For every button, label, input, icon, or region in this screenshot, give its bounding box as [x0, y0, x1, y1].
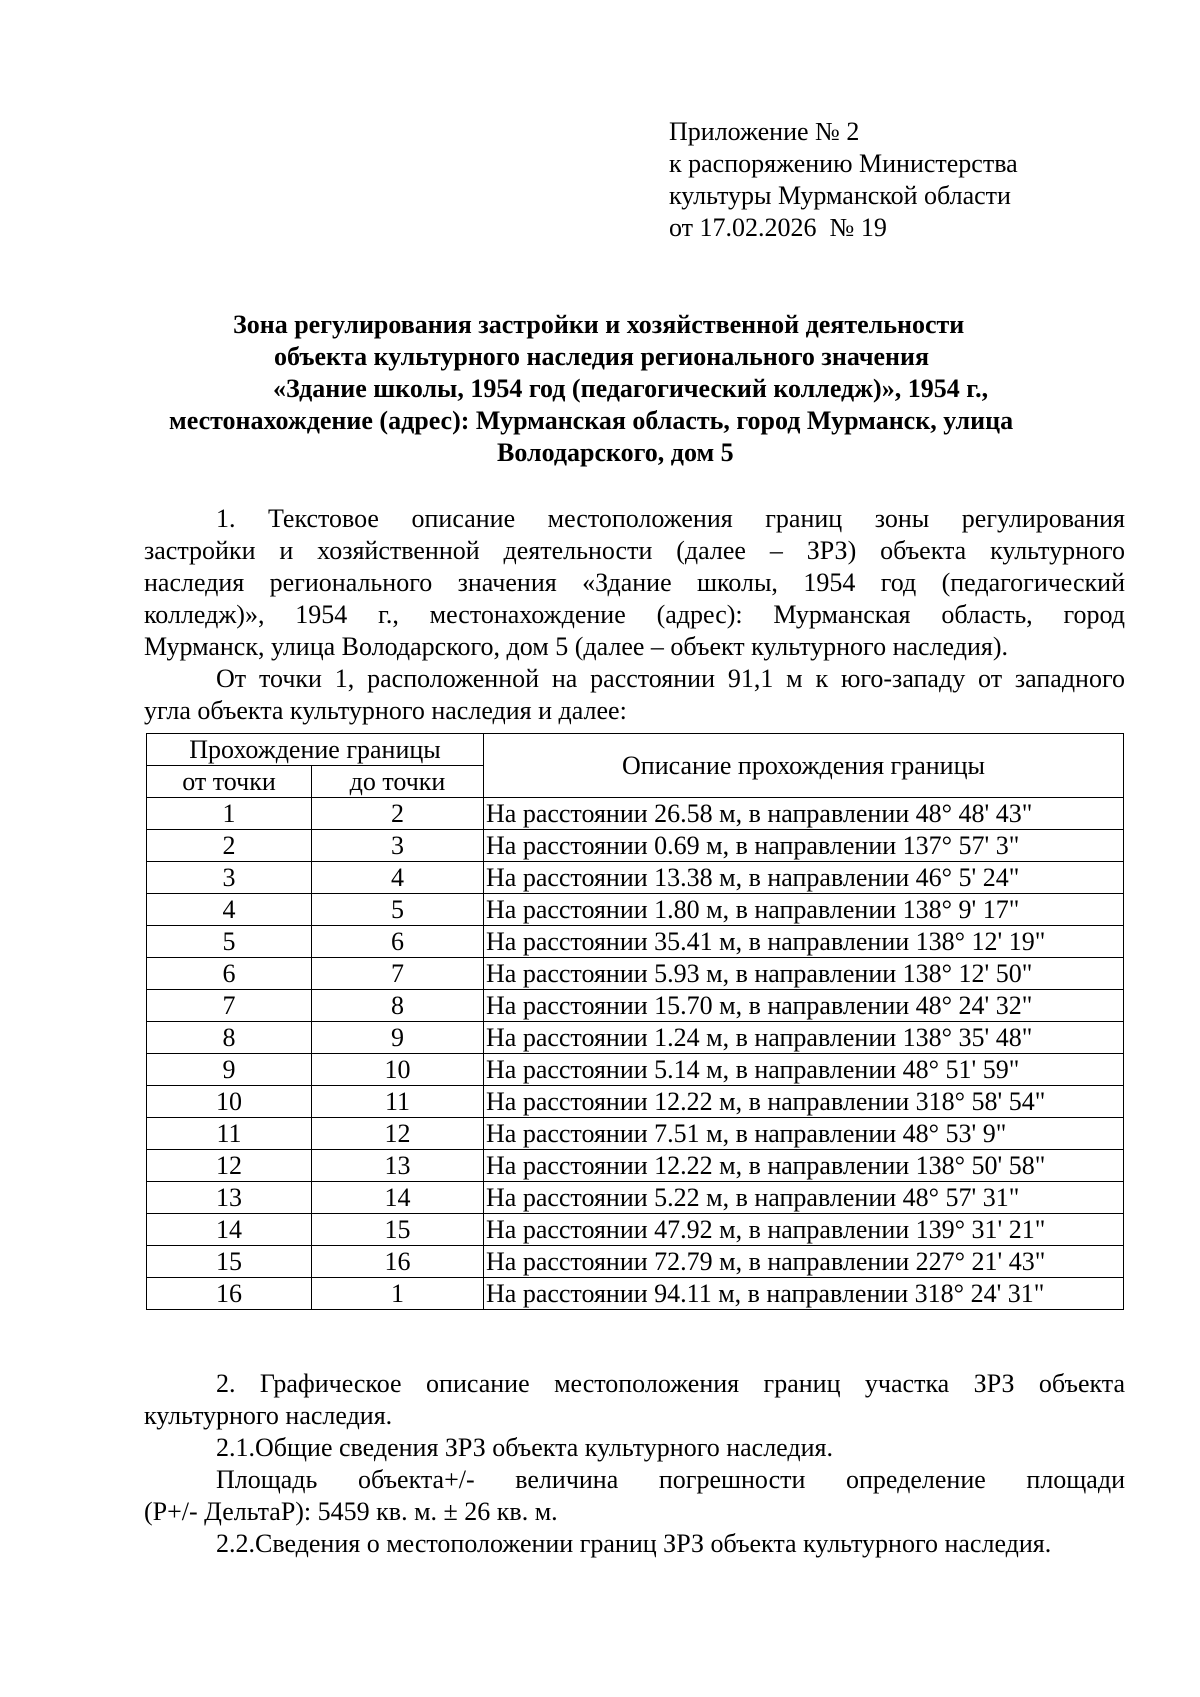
cell-to: 9 [312, 1022, 484, 1054]
appendix-reference [669, 116, 1018, 244]
table-row [147, 926, 1124, 958]
table-row [147, 798, 1124, 830]
paragraph-line: 2.2.Сведения о местоположении границ ЗРЗ объекта культурного наследия. [216, 1529, 1052, 1558]
table-row [147, 1054, 1124, 1086]
title-line: Володарского, дом 5 [497, 438, 734, 467]
cell-description: На расстоянии 7.51 м, в направлении 48° 53' 9" [484, 1118, 1124, 1150]
paragraph-line: (Р+/- ДельтаР): 5459 кв. м. ± 26 кв. м. [144, 1497, 558, 1526]
cell-description: На расстоянии 12.22 м, в направлении 318° 58' 54" [484, 1086, 1124, 1118]
title-line: объекта культурного наследия регионального значения [274, 342, 930, 371]
header-boundary-passage: Прохождение границы [147, 734, 484, 766]
table-row [147, 990, 1124, 1022]
cell-from: 6 [147, 958, 312, 990]
table-row [147, 1022, 1124, 1054]
cell-to: 5 [312, 894, 484, 926]
table-row [147, 1278, 1124, 1310]
cell-description: На расстоянии 5.14 м, в направлении 48° 51' 59" [484, 1054, 1124, 1086]
cell-to: 6 [312, 926, 484, 958]
table-row [147, 958, 1124, 990]
paragraph-line: застройки и хозяйственной деятельности (далее – ЗРЗ) объекта культурного [144, 536, 1125, 565]
cell-to: 4 [312, 862, 484, 894]
paragraph-line: наследия регионального значения «Здание школы, 1954 год (педагогический [144, 568, 1125, 597]
cell-to: 10 [312, 1054, 484, 1086]
cell-from: 4 [147, 894, 312, 926]
cell-description: На расстоянии 47.92 м, в направлении 139° 31' 21" [484, 1214, 1124, 1246]
cell-from: 11 [147, 1118, 312, 1150]
cell-description: На расстоянии 0.69 м, в направлении 137° 57' 3" [484, 830, 1124, 862]
cell-to: 12 [312, 1118, 484, 1150]
cell-from: 5 [147, 926, 312, 958]
table-row [147, 862, 1124, 894]
cell-description: На расстоянии 72.79 м, в направлении 227° 21' 43" [484, 1246, 1124, 1278]
cell-to: 2 [312, 798, 484, 830]
section-1-text [144, 503, 1125, 727]
paragraph-line: Площадь объекта+/- величина погрешности определение площади [216, 1465, 1125, 1494]
paragraph-line: 2.1.Общие сведения ЗРЗ объекта культурного наследия. [216, 1433, 833, 1462]
cell-description: На расстоянии 26.58 м, в направлении 48° 48' 43" [484, 798, 1124, 830]
cell-description: На расстоянии 15.70 м, в направлении 48° 24' 32" [484, 990, 1124, 1022]
cell-from: 13 [147, 1182, 312, 1214]
header-description: Описание прохождения границы [484, 734, 1124, 798]
cell-description: На расстоянии 94.11 м, в направлении 318° 24' 31" [484, 1278, 1124, 1310]
cell-from: 1 [147, 798, 312, 830]
paragraph-line: 2. Графическое описание местоположения границ участка ЗРЗ объекта [216, 1369, 1125, 1398]
cell-to: 16 [312, 1246, 484, 1278]
table-row [147, 1150, 1124, 1182]
paragraph-line: колледж)», 1954 г., местонахождение (адрес): Мурманская область, город [144, 600, 1125, 629]
cell-description: На расстоянии 12.22 м, в направлении 138° 50' 58" [484, 1150, 1124, 1182]
paragraph-line: 1. Текстовое описание местоположения границ зоны регулирования [216, 504, 1125, 533]
cell-from: 12 [147, 1150, 312, 1182]
appendix-ministry: культуры Мурманской области [669, 181, 1011, 210]
table-row [147, 1118, 1124, 1150]
cell-to: 13 [312, 1150, 484, 1182]
cell-from: 3 [147, 862, 312, 894]
cell-from: 8 [147, 1022, 312, 1054]
cell-to: 8 [312, 990, 484, 1022]
cell-description: На расстоянии 5.22 м, в направлении 48° 57' 31" [484, 1182, 1124, 1214]
title-line: местонахождение (адрес): Мурманская область, город Мурманск, улица [169, 406, 1014, 435]
appendix-date: от 17.02.2026 № 19 [669, 213, 887, 242]
cell-description: На расстоянии 13.38 м, в направлении 46° 5' 24" [484, 862, 1124, 894]
header-to-point: до точки [312, 766, 484, 798]
cell-description: На расстоянии 35.41 м, в направлении 138° 12' 19" [484, 926, 1124, 958]
cell-description: На расстоянии 5.93 м, в направлении 138° 12' 50" [484, 958, 1124, 990]
appendix-number: Приложение № 2 [669, 117, 860, 146]
table-row [147, 1086, 1124, 1118]
title-line: Зона регулирования застройки и хозяйственной деятельности [233, 310, 965, 339]
cell-to: 1 [312, 1278, 484, 1310]
appendix-order: к распоряжению Министерства [669, 149, 1018, 178]
cell-from: 2 [147, 830, 312, 862]
cell-to: 3 [312, 830, 484, 862]
cell-from: 16 [147, 1278, 312, 1310]
header-from-point: от точки [147, 766, 312, 798]
cell-description: На расстоянии 1.80 м, в направлении 138° 9' 17" [484, 894, 1124, 926]
table-row [147, 1246, 1124, 1278]
table-row [147, 1182, 1124, 1214]
cell-to: 15 [312, 1214, 484, 1246]
cell-from: 15 [147, 1246, 312, 1278]
cell-to: 14 [312, 1182, 484, 1214]
paragraph-line: культурного наследия. [144, 1401, 393, 1430]
paragraph-line: От точки 1, расположенной на расстоянии 91,1 м к юго-западу от западного [216, 664, 1125, 693]
cell-from: 14 [147, 1214, 312, 1246]
title-line: «Здание школы, 1954 год (педагогический колледж)», 1954 г., [273, 374, 989, 403]
cell-to: 11 [312, 1086, 484, 1118]
cell-from: 10 [147, 1086, 312, 1118]
cell-description: На расстоянии 1.24 м, в направлении 138° 35' 48" [484, 1022, 1124, 1054]
table-row [147, 830, 1124, 862]
table-row [147, 1214, 1124, 1246]
cell-from: 9 [147, 1054, 312, 1086]
section-2-text [144, 1368, 1125, 1560]
cell-to: 7 [312, 958, 484, 990]
cell-from: 7 [147, 990, 312, 1022]
paragraph-line: угла объекта культурного наследия и далее: [144, 696, 627, 725]
table-row [147, 894, 1124, 926]
paragraph-line: Мурманск, улица Володарского, дом 5 (далее – объект культурного наследия). [144, 632, 1008, 661]
boundary-table [146, 733, 1124, 1310]
